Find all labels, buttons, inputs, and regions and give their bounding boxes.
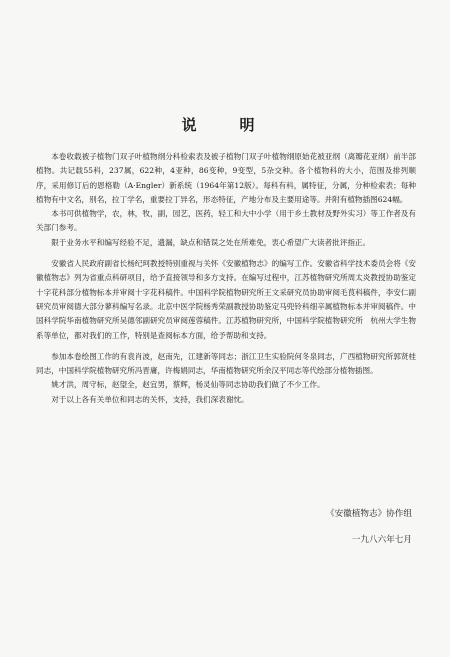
document-body [36,150,416,407]
signature-org: 《安徽植物志》协作组 [326,509,412,519]
paragraph-helpers: 姚才洪，周守标，赵望全，赵宜男，蔡辉，杨灵仙等同志协助我们做了不少工作。 [51,380,325,390]
paragraph-thanks: 对于以上各有关单位和同志的关怀，支持，我们深表谢忱。 [51,394,249,404]
signature-date: 一九八六年七月 [351,535,412,545]
paragraph-audience: 本书可供植物学，农，林，牧，副，园艺，医药，轻工和大中小学（用于乡土教材及野外实习）等工作者及有关部门参考。 [36,209,416,233]
paragraph-illustrators: 参加本卷绘图工作的有袁肖波，赵南先，江建新等同志；浙江卫生实验院何冬泉同志，广西植物研究所郭贤桂同志，中国科学院植物研究所冯晋庸，许梅娟同志，华南植物研究所余汉平同志等代绘部分植物插图。 [36,351,416,376]
paragraph-apology: 限于业务水平和编写经验不足，遗漏，缺点和错误之处在所难免，衷心希望广大读者批评指正。 [51,237,371,247]
paragraph-scope: 本卷收载被子植物门双子叶植物纲分科检索表及被子植物门双子叶植物纲原始花被亚纲（离瓣花亚纲）前半部植物。共记载55科，237属，622种，4亚种，86变种，9变型，5杂交种。各个植物科的大小，范围及排列顺序，采用修订后的恩格勒（A·Engler）新系统（1964年第12版）。每科有科，属特征，分属，分种检索表；每种植物有中文名，别名，拉丁学名，重要拉丁异名，形态特征，产地分布及主要用途等。并附有植物插图624幅。 [36,152,416,204]
page-title: 说 明 [181,116,269,134]
paragraph-acknowledgement: 安徽省人民政府副省长杨纪珂教授特别重视与关怀《安徽植物志》的编写工作。安徽省科学技术委员会将《安徽植物志》列为省重点科研项目，给予直接领导和多方支持。在编写过程中，江苏植物研究所周太炎教授协助鉴定十字花科部分植物标本并审阅十字花科稿件。中国科学院植物研究所王文采研究员协助审阅毛茛科稿件，李安仁副研究员审阅德大部分蓼科编写名录。北京中医学院杨秀荣副教授协助鉴定马兜铃科细辛属植物标本并审阅稿件。中国科学院华南植物研究所吴德邻副研究员审阅莲蓉稿件。江苏植物研究所，中国科学院植物研究所 杭州大学生物系等单位，都对我们的工作，特别是查阅标本方面，给予帮助和支持。 [36,259,416,340]
